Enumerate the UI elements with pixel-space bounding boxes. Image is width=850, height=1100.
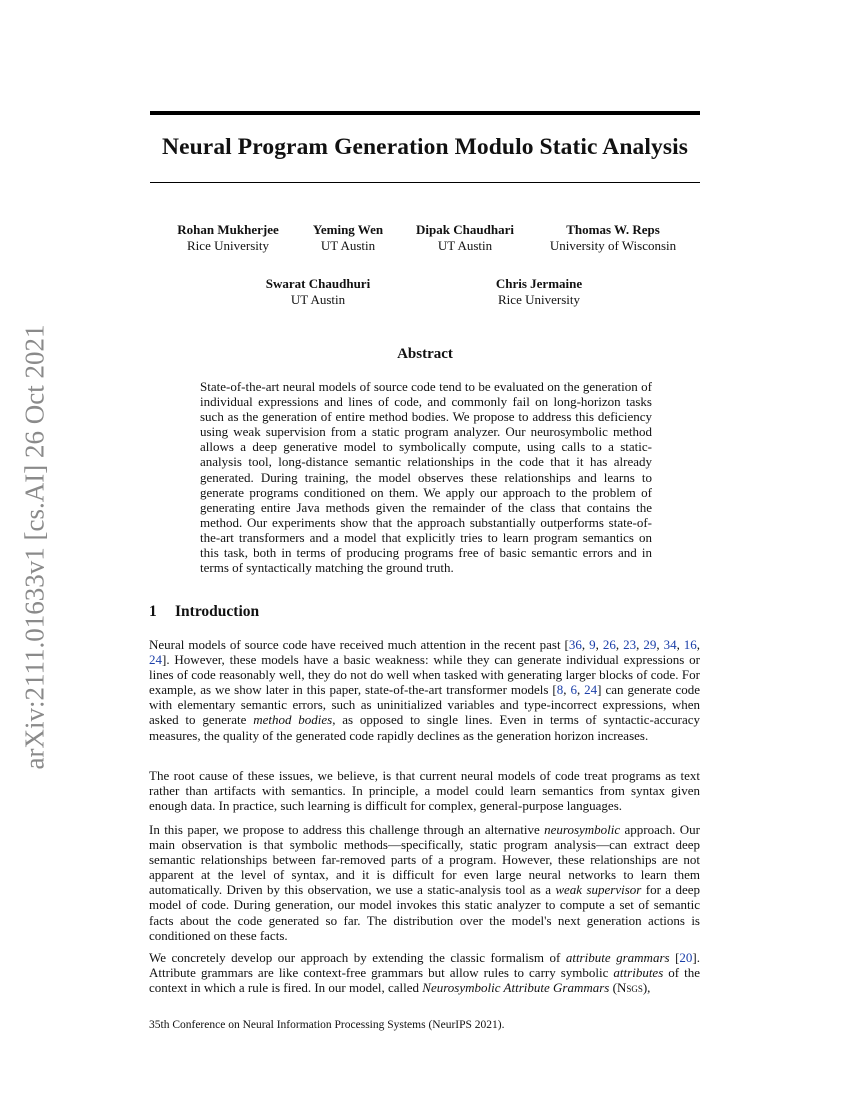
author-block — [540, 222, 686, 254]
author-block — [300, 222, 396, 254]
intro-paragraph: In this paper, we propose to address this challenge through an alternative neurosymbolic approach. Our main observation is that symbolic methods—specifically, static program analysis—can extract deep semantic relationships between far-removed parts of a program. However, these relationships are not apparent at the level of syntax, and it is difficult for even large neural networks to learn them automatically. Driven by this observation, we use a static-analysis tool as a weak supervisor for a deep model of code. During generation, our model invokes this static analyzer to compute a set of semantic facts about the code generated so far. The distribution over the model's next generation actions is conditioned on these facts. — [149, 822, 700, 943]
citation-link[interactable]: 24 — [584, 682, 598, 698]
author-affiliation: Rice University — [498, 292, 580, 307]
author-affiliation: University of Wisconsin — [549, 238, 677, 253]
author-name: Rohan Mukherjee — [177, 222, 279, 237]
citation-link[interactable]: 9 — [589, 637, 596, 652]
author-block — [173, 222, 283, 254]
section-heading — [149, 603, 259, 621]
arxiv-stamp-text: arXiv:2111.01633v1 [cs.AI] 26 Oct 2021 — [19, 324, 50, 770]
title-bottom-rule — [150, 182, 700, 183]
intro-paragraph: We concretely develop our approach by extending the classic formalism of attribute grammars [20]. Attribute grammars are like context-free grammars but allow rules to carry symbolic attributes of the context in which a rule is fired. In our model, called Neurosymbolic Attribute Grammars (Nsgs), — [149, 950, 700, 996]
author-affiliation: UT Austin — [437, 238, 493, 253]
intro-paragraph: Neural models of source code have received much attention in the recent past [36, 9, 26, 23, 29, 34, 16, 24]. However, these models have a basic weakness: while they can generate individual expressions or lines of code reasonably well, they do not do well when tasked with generating larger blocks of code. For example, as we show later in this paper, state-of-the-art transformer models [8, 6, 24] can generate code with elementary semantic errors, such as uninitialized variables and type-incorrect expressions, when asked to generate method bodies, as opposed to single lines. Even in terms of syntactic-accuracy measures, the quality of the generated code rapidly declines as the generation horizon increases. — [149, 637, 701, 743]
citation-link[interactable]: 16 — [683, 637, 697, 652]
author-block — [258, 276, 378, 308]
author-name: Yeming Wen — [312, 222, 384, 237]
author-name: Dipak Chaudhari — [416, 222, 514, 237]
citation-link[interactable]: 34 — [663, 637, 677, 652]
author-block — [410, 222, 520, 254]
conference-footer: 35th Conference on Neural Information Processing Systems (NeurIPS 2021). — [149, 1019, 505, 1031]
author-affiliation: UT Austin — [320, 238, 376, 253]
abstract-text: State-of-the-art neural models of source code tend to be evaluated on the generation of individual expressions and lines of code, and commonly fail on long-horizon tasks such as the generation of entire method bodies. We propose to address this deficiency using weak supervision from a static program analyzer. Our neurosymbolic method allows a deep generative model to symbolically compute, using calls to a static-analysis tool, long-distance semantic relationships in the code that it has already generated. During training, the model observes these relationships and learns to generate programs conditioned on them. We apply our approach to the problem of generating entire Java methods given the remainder of the class that contains the method. Our experiments show that the approach substantially outperforms state-of-the-art transformers and a model that explicitly tries to learn program semantics on this task, both in terms of producing programs free of basic semantic errors and in terms of syntactically matching the ground truth. — [200, 379, 652, 576]
author-name: Swarat Chaudhuri — [265, 276, 371, 291]
abstract-heading: Abstract — [397, 346, 453, 362]
author-name: Thomas W. Reps — [566, 222, 660, 237]
intro-paragraph: The root cause of these issues, we believe, is that current neural models of code treat programs as text rather than artifacts with semantics. In principle, a model could learn semantics from syntax given enough data. In practice, such learning is difficult for complex, general-purpose languages. — [149, 768, 700, 814]
citation-link[interactable]: 8 — [556, 682, 564, 698]
citation-link[interactable]: 26 — [602, 637, 616, 652]
citation-link[interactable]: 29 — [643, 637, 657, 652]
section-number: 1 — [149, 603, 157, 620]
arxiv-stamp — [21, 307, 49, 787]
author-block — [484, 276, 594, 308]
title-top-rule — [150, 111, 700, 115]
paper-title: Neural Program Generation Modulo Static Analysis — [162, 134, 688, 160]
citation-link[interactable]: 36 — [568, 637, 582, 652]
author-affiliation: Rice University — [187, 238, 269, 253]
citation-link[interactable]: 24 — [149, 652, 162, 668]
citation-link[interactable]: 20 — [679, 950, 693, 965]
section-title: Introduction — [175, 603, 260, 620]
author-affiliation: UT Austin — [290, 292, 346, 307]
citation-link[interactable]: 23 — [623, 637, 637, 652]
author-name: Chris Jermaine — [495, 276, 583, 291]
citation-link[interactable]: 6 — [570, 682, 577, 698]
